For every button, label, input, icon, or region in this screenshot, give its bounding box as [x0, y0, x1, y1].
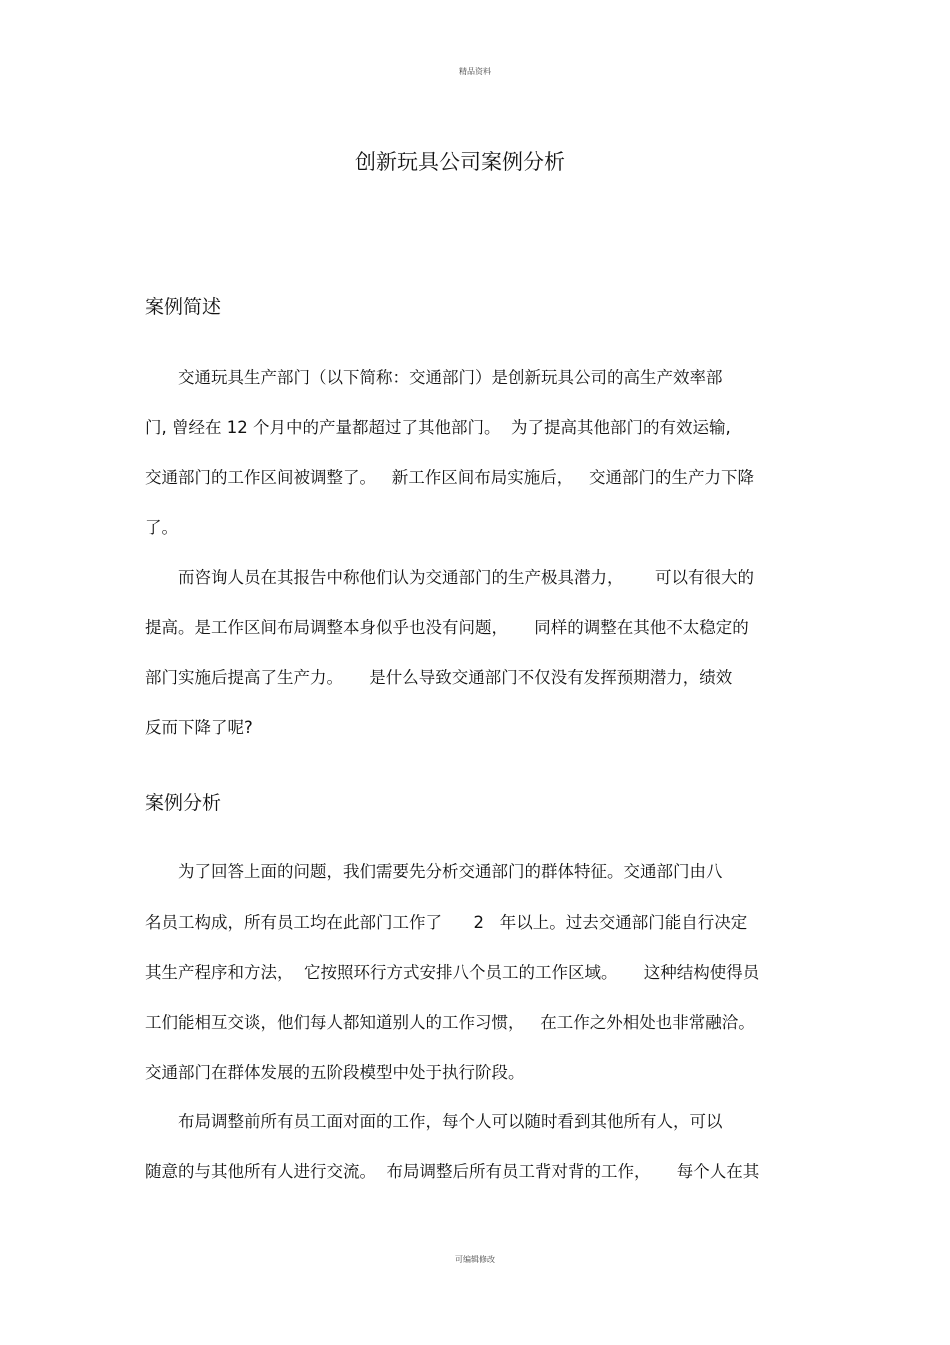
paragraph-line: 名员工构成，所有员工均在此部门工作了 2 年以上。过去交通部门能自行决定 — [145, 913, 748, 932]
paragraph-line: 交通部门的工作区间被调整了。 新工作区间布局实施后， 交通部门的生产力下降 — [145, 468, 754, 487]
paragraph-line: 为了回答上面的问题，我们需要先分析交通部门的群体特征。交通部门由八 — [178, 862, 723, 881]
paragraph-line: 了。 — [145, 518, 178, 537]
paragraph-line: 而咨询人员在其报告中称他们认为交通部门的生产极具潜力， 可以有很大的 — [178, 568, 754, 587]
paragraph-line: 交通玩具生产部门（以下简称：交通部门）是创新玩具公司的高生产效率部 — [178, 368, 723, 387]
section-heading-case-analysis: 案例分析 — [145, 792, 222, 814]
paragraph-line: 随意的与其他所有人进行交流。 布局调整后所有员工背对背的工作， 每个人在其 — [145, 1162, 760, 1181]
paragraph-line: 其生产程序和方法， 它按照环行方式安排八个员工的工作区域。 这种结构使得员 — [145, 963, 760, 982]
paragraph-line: 工们能相互交谈，他们每人都知道别人的工作习惯， 在工作之外相处也非常融洽。 — [145, 1013, 755, 1032]
paragraph-line: 交通部门在群体发展的五阶段模型中处于执行阶段。 — [145, 1063, 525, 1082]
header-note: 精品资料 — [459, 67, 491, 76]
paragraph-line: 部门实施后提高了生产力。 是什么导致交通部门不仅没有发挥预期潜力，绩效 — [145, 668, 733, 687]
paragraph-line: 门, 曾经在 12 个月中的产量都超过了其他部门。 为了提高其他部门的有效运输, — [145, 418, 731, 437]
footer-note: 可编辑修改 — [455, 1255, 495, 1264]
document-title: 创新玩具公司案例分析 — [355, 150, 565, 174]
paragraph-line: 反而下降了呢? — [145, 718, 253, 737]
section-heading-case-summary: 案例简述 — [145, 296, 222, 318]
paragraph-line: 布局调整前所有员工面对面的工作，每个人可以随时看到其他所有人，可以 — [178, 1112, 723, 1131]
paragraph-line: 提高。是工作区间布局调整本身似乎也没有问题， 同样的调整在其他不太稳定的 — [145, 618, 749, 637]
